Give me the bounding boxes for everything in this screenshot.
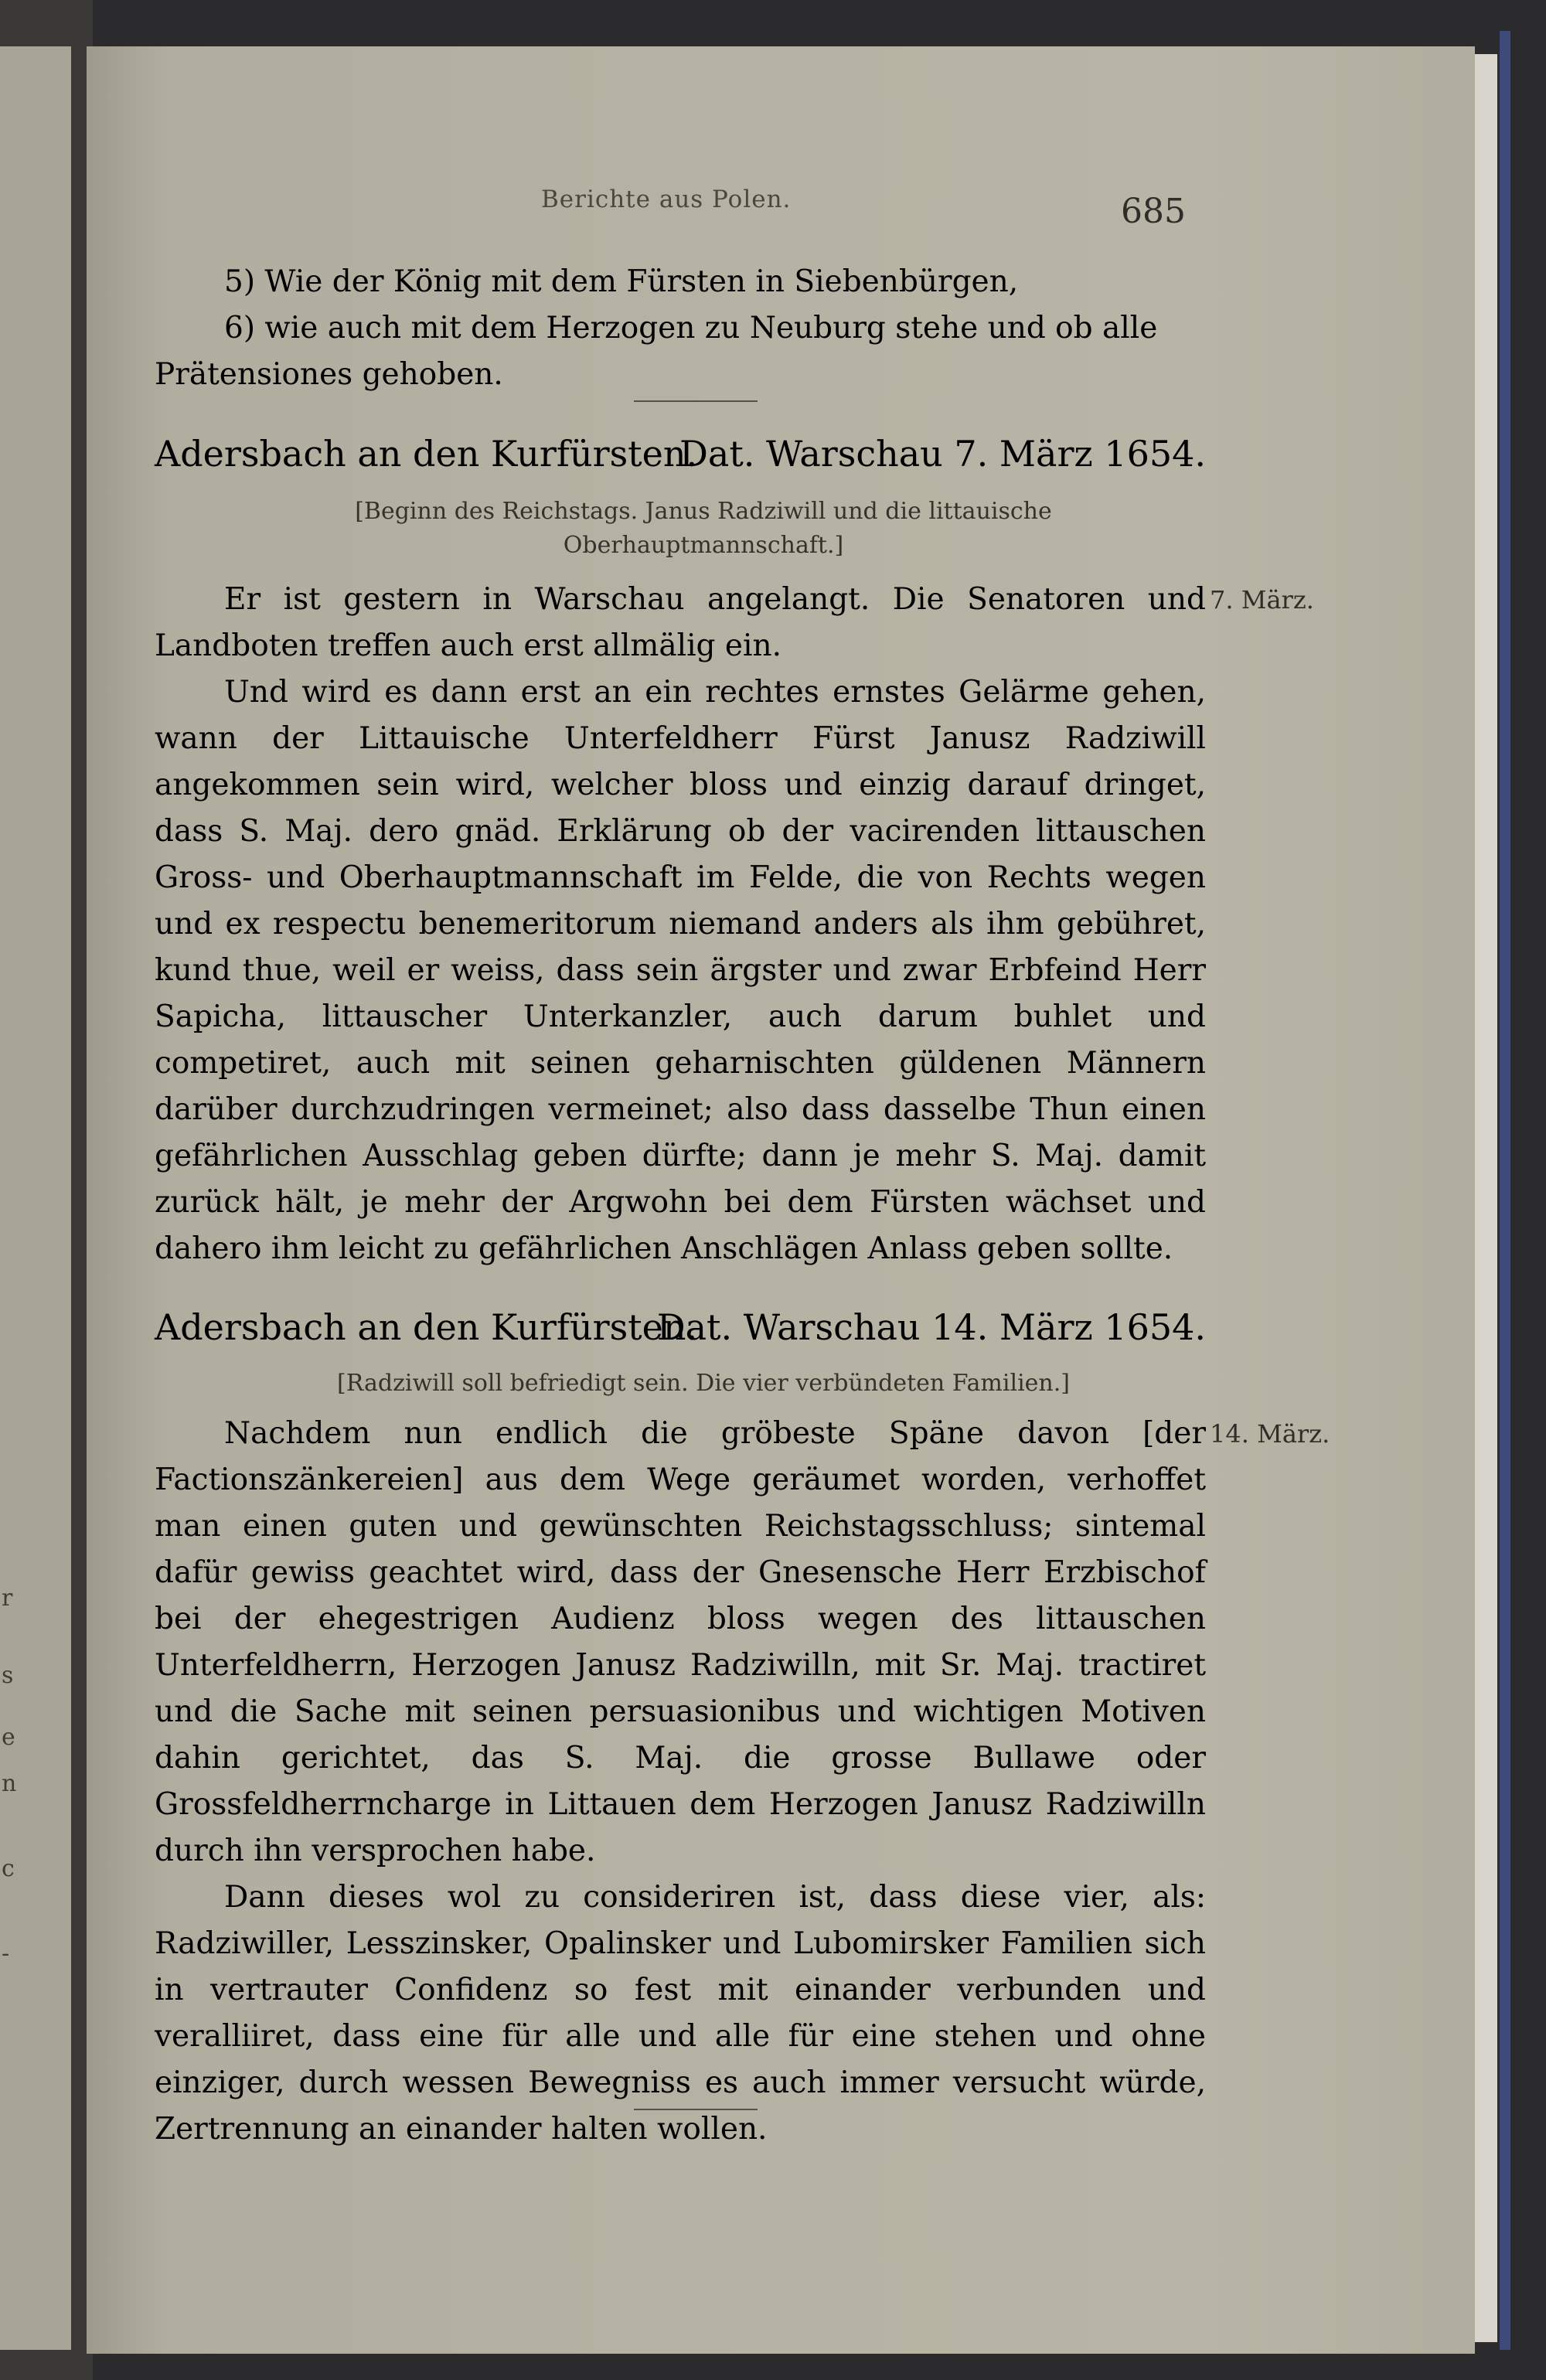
page-stack-edge bbox=[1473, 54, 1497, 2342]
letter-summary: [Beginn des Reichstags. Janus Radziwill und die littauische Oberhauptmannschaft.] bbox=[355, 498, 1052, 559]
page-number: 685 bbox=[1121, 192, 1186, 231]
letter-date: Dat. Warschau 14. März 1654. bbox=[656, 1306, 1206, 1348]
letter-body bbox=[155, 1411, 1206, 2153]
margin-date: 7. März. bbox=[1210, 585, 1314, 615]
paragraph: Und wird es dann erst an ein rechtes ernstes Gelärme gehen, wann der Littauische Unterfeldherr Fürst Janusz Radziwill angekommen sein wird, welcher bloss und einzig darauf dringet, dass S. Maj. dero gnäd. Erklärung ob der vacirenden littauschen Gross- und Oberhauptmannschaft im Felde, die von Rechts wegen und ex respectu benemeritorum niemand anders als ihm gebühret, kund thue, weil er weiss, dass sein ärgster und zwar Erbfeind Herr Sapicha, littauscher Unterkanzler, auch darum buhlet und competiret, auch mit seinen geharnischten güldenen Männern darüber durchzudringen vermeinet; also dass dasselbe Thun einen gefährlichen Ausschlag geben dürfte; dann je mehr S. Maj. damit zurück hält, je mehr der Argwohn bei dem Fürsten wächset und dahero ihm leicht zu gefährlichen Anschlägen Anlass geben sollte. bbox=[155, 675, 1206, 1266]
paragraph: Er ist gestern in Warschau angelangt. Die Senatoren und Landboten treffen auch erst allmälig ein. bbox=[155, 582, 1206, 663]
list-block bbox=[155, 259, 1206, 398]
margin-date: 14. März. bbox=[1210, 1419, 1330, 1449]
letter-body bbox=[155, 577, 1206, 1272]
letter-heading-title: Adersbach an den Kurfürsten. bbox=[155, 433, 698, 475]
letter-date: Dat. Warschau 7. März 1654. bbox=[679, 433, 1206, 475]
letter-summary: [Radziwill soll befriedigt sein. Die vier verbündeten Familien.] bbox=[337, 1370, 1070, 1397]
running-header: Berichte aus Polen. bbox=[541, 186, 792, 213]
list-item: Prätensiones gehoben. bbox=[155, 357, 503, 392]
prev-page-fragment: r bbox=[2, 1585, 13, 1612]
prev-page-fragment: s bbox=[2, 1662, 14, 1689]
section-divider bbox=[634, 2109, 758, 2110]
book-cover-edge bbox=[1500, 31, 1510, 2350]
prev-page-fragment: c bbox=[2, 1855, 15, 1882]
letter-heading-title: Adersbach an den Kurfürsten. bbox=[155, 1306, 698, 1348]
previous-page-edge bbox=[0, 46, 71, 2350]
letter-heading bbox=[155, 433, 1206, 475]
prev-page-fragment: - bbox=[2, 1940, 10, 1967]
letter-heading bbox=[155, 1306, 1206, 1348]
list-item: 6) wie auch mit dem Herzogen zu Neuburg stehe und ob alle bbox=[224, 311, 1158, 346]
prev-page-fragment: n bbox=[2, 1770, 17, 1797]
section-divider bbox=[634, 400, 758, 402]
list-item: 5) Wie der König mit dem Fürsten in Siebenbürgen, bbox=[224, 264, 1019, 299]
paragraph: Nachdem nun endlich die gröbeste Späne davon [der Factionszänkereien] aus dem Wege geräumet worden, verhoffet man einen guten und gewünschten Reichstagsschluss; sintemal dafür gewiss geachtet wird, dass der Gnesensche Herr Erzbischof bei der ehegestrigen Audienz bloss wegen des littauschen Unterfeldherrn, Herzogen Janusz Radziwilln, mit Sr. Maj. tractiret und die Sache mit seinen persuasionibus und wichtigen Motiven dahin gerichtet, das S. Maj. die grosse Bullawe oder Grossfeldherrncharge in Littauen dem Herzogen Janusz Radziwilln durch ihn versprochen habe. bbox=[155, 1416, 1206, 1868]
prev-page-fragment: e bbox=[2, 1724, 15, 1751]
paragraph: Dann dieses wol zu consideriren ist, dass diese vier, als: Radziwiller, Lesszinsker, Opalinsker und Lubomirsker Familien sich in vertrauter Confidenz so fest mit einander verbunden und veralliiret, dass eine für alle und alle für eine stehen und ohne einziger, durch wessen Bewegniss es auch immer versucht würde, Zertrennung an einander halten wollen. bbox=[155, 1880, 1206, 2147]
